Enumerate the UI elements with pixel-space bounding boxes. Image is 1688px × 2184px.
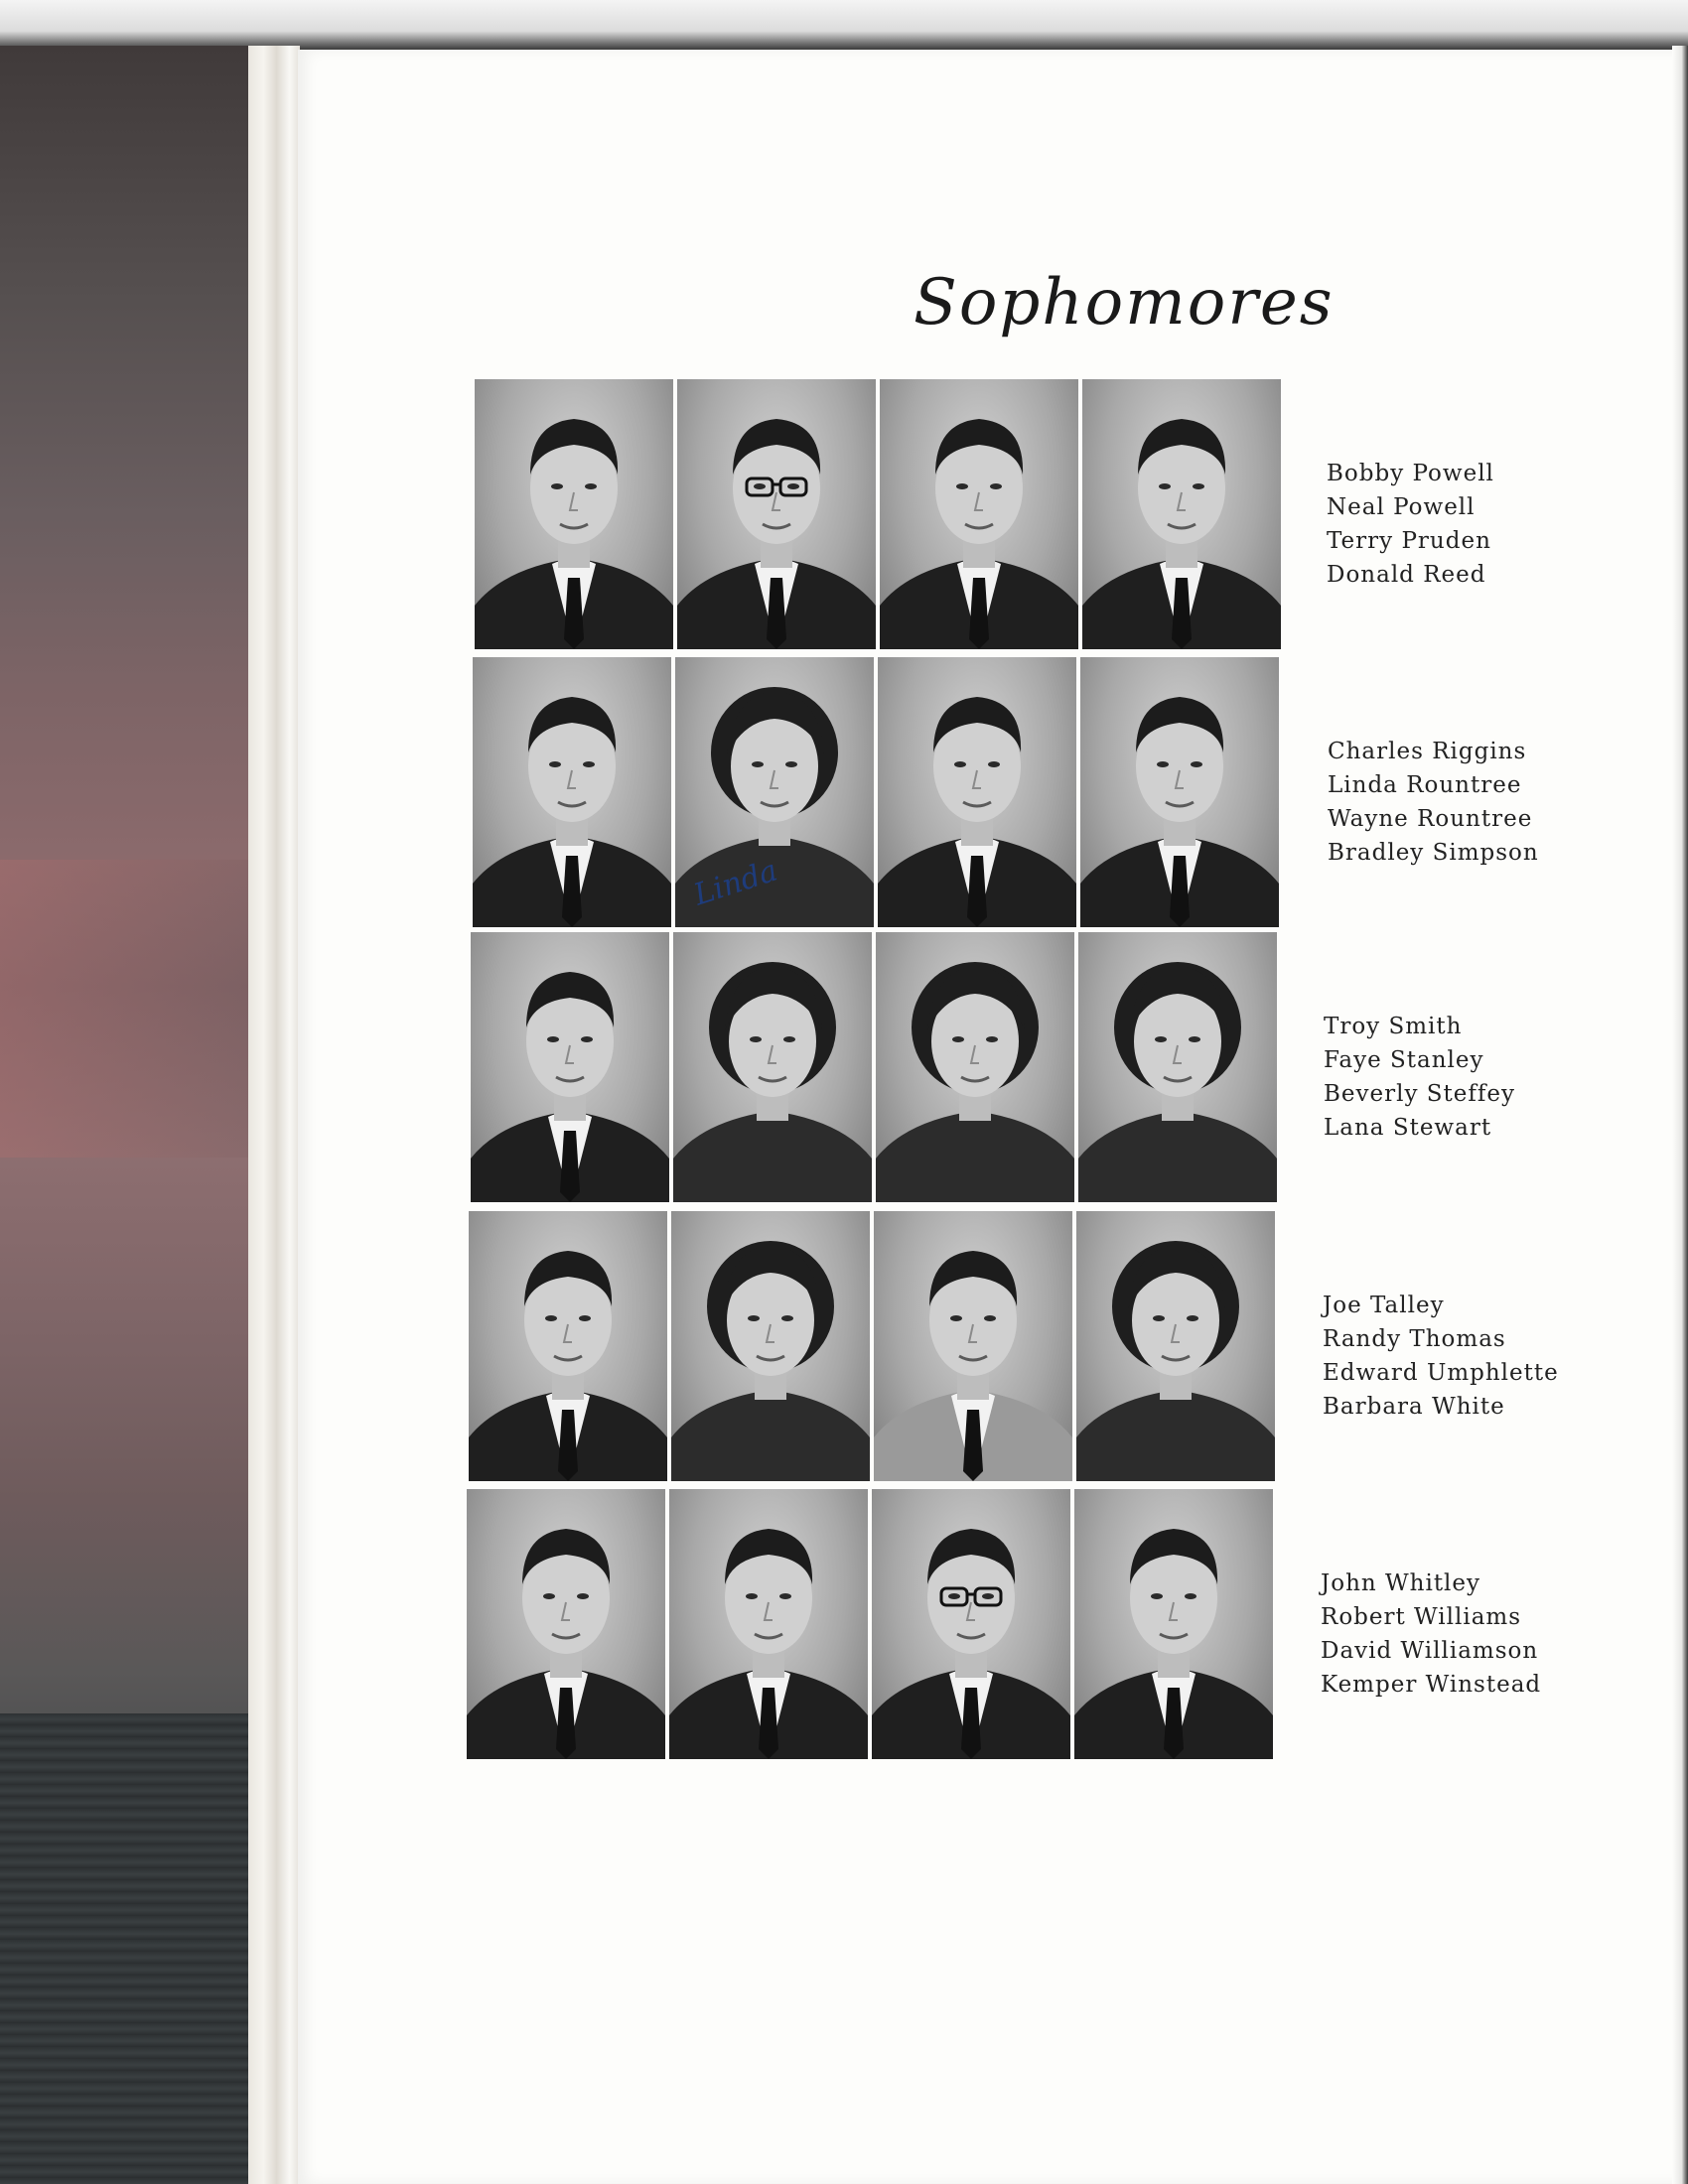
student-name-list [1328,735,1539,870]
student-name-list [1327,457,1494,592]
page-stack-edge [248,46,300,2184]
student-name: Linda Rountree [1328,772,1522,798]
student-portrait [669,1489,868,1759]
student-portrait [475,379,673,649]
student-portrait [469,1211,667,1481]
student-name: Lana Stewart [1324,1115,1492,1141]
student-name-list [1324,1010,1515,1145]
student-name: Bradley Simpson [1328,840,1539,866]
student-portrait [878,657,1076,927]
cover-sea [0,1713,266,2184]
student-portrait [1082,379,1281,649]
student-portrait [872,1489,1070,1759]
student-name: Kemper Winstead [1321,1672,1542,1698]
student-portrait [1080,657,1279,927]
student-portrait [876,932,1074,1202]
cover-sunset-band [0,860,266,1158]
student-portrait [1074,1489,1273,1759]
student-name: Faye Stanley [1324,1047,1484,1073]
student-name: Charles Riggins [1328,739,1527,764]
student-name: Wayne Rountree [1328,806,1533,832]
student-portrait [675,657,874,927]
student-portrait [677,379,876,649]
student-portrait [473,657,671,927]
student-name: Randy Thomas [1323,1326,1506,1352]
student-portrait [467,1489,665,1759]
student-name: Joe Talley [1323,1293,1445,1318]
student-name-list [1321,1567,1541,1702]
student-name: Barbara White [1323,1394,1505,1420]
student-name: Beverly Steffey [1324,1081,1516,1107]
student-name: Robert Williams [1321,1604,1522,1630]
student-portrait [874,1211,1072,1481]
student-portrait [1076,1211,1275,1481]
handwritten-signature: Linda [689,853,782,913]
student-name: Edward Umphlette [1323,1360,1559,1386]
student-name: Bobby Powell [1327,461,1494,486]
student-name: John Whitley [1321,1570,1481,1596]
student-name: Troy Smith [1324,1014,1463,1039]
student-name: Donald Reed [1327,562,1486,588]
page-title: Sophomores [914,266,1335,340]
student-portrait [880,379,1078,649]
student-portrait [673,932,872,1202]
student-portrait [471,932,669,1202]
student-portrait [1078,932,1277,1202]
student-name: David Williamson [1321,1638,1539,1664]
scanner-top-edge [0,0,1688,52]
student-name: Neal Powell [1327,494,1476,520]
student-name-list [1323,1289,1559,1424]
right-page-edge [1672,46,1688,2184]
student-portrait [671,1211,870,1481]
student-name: Terry Pruden [1327,528,1491,554]
yearbook-cover-edge [0,46,266,2184]
